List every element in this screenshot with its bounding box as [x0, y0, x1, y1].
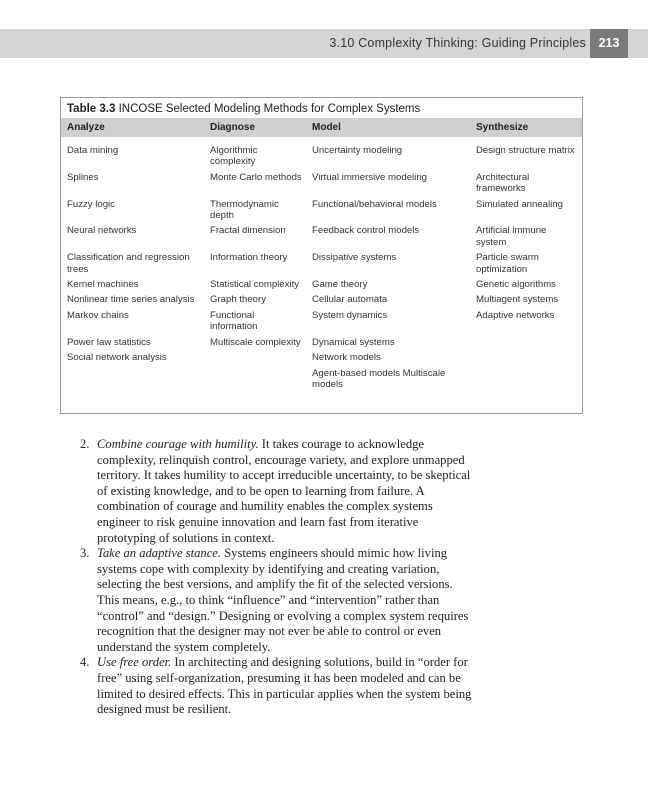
table-cell: [204, 364, 306, 391]
principle-number: 2.: [80, 437, 90, 451]
table-cell: Neural networks: [67, 225, 137, 237]
principle-title: Take an adaptive stance.: [97, 546, 222, 561]
table-cell: [470, 364, 582, 391]
table-cell: System dynamics: [312, 309, 388, 321]
table-cell: Multiagent systems: [476, 294, 559, 306]
page-number: 213: [590, 29, 628, 58]
principle-title: Use free order.: [97, 655, 172, 670]
table-cell: Algorithmic complexity: [210, 145, 258, 168]
table-cell: Simulated annealing: [476, 198, 563, 210]
table-cell: [470, 333, 582, 348]
table-cell: Design structure matrix: [476, 145, 575, 156]
table-row: [61, 364, 582, 391]
table-row: [61, 290, 582, 305]
table-cell: Virtual immersive modeling: [312, 171, 427, 183]
table-cell: [204, 348, 306, 363]
table-cell: Cellular automata: [312, 294, 388, 306]
table-cell: Social network analysis: [67, 352, 167, 364]
table-cell: Splines: [67, 171, 99, 183]
table-cell: Nonlinear time series analysis: [67, 294, 195, 306]
principle-text: In architecting and designing solutions, build in “order for free” using self-organization, presuming it has been modeled and can be limited to desired effects. This in particular applies when the system being designed must be resilient.: [97, 655, 472, 717]
table-cell: Functional information: [210, 309, 258, 333]
principle-text: It takes courage to acknowledge complexity, relinquish control, encourage variety, and explore unmapped territory. It takes humility to accept irreducible uncertainty, to be skeptical of existing knowledge, and to be open to learning from failure. A combination of courage and humility enables the complex systems engineer to risk genuine innovation and learn fast from iterative prototyping of solutions in context.: [97, 437, 471, 545]
table-row: [61, 348, 582, 363]
guiding-principles-list: [76, 437, 476, 718]
running-head: [0, 29, 648, 58]
table-cell: Multiscale complexity: [210, 336, 301, 348]
table-cell: Particle swarm optimization: [476, 252, 539, 275]
table-cell: Fuzzy logic: [67, 198, 115, 210]
table-cell: Fractal dimension: [210, 225, 286, 237]
header-model: Model: [306, 118, 470, 137]
table-cell: Kernel machines: [67, 279, 139, 291]
table-caption: [67, 103, 420, 115]
table-row: [61, 195, 582, 222]
table-row: [61, 168, 582, 195]
principle-title: Combine courage with humility.: [97, 437, 259, 451]
table-cell: Data mining: [67, 145, 119, 156]
table-cell: Network models: [312, 352, 381, 364]
table-row: [61, 137, 582, 168]
table-cell: Dissipative systems: [312, 252, 397, 264]
table-cell: Markov chains: [67, 309, 129, 321]
table-cell: [470, 348, 582, 363]
header-diagnose: Diagnose: [204, 118, 306, 137]
table-cell: Adaptive networks: [476, 309, 555, 321]
header-synthesize: Synthesize: [470, 118, 582, 137]
table-row: [61, 275, 582, 290]
table-cell: Information theory: [210, 252, 288, 264]
table-cell: Artificial immune system: [476, 225, 547, 248]
table-label: Table 3.3: [67, 103, 116, 115]
table-cell: Statistical complexity: [210, 279, 300, 291]
table-cell: Thermodynamic depth: [210, 198, 279, 222]
table-cell: [61, 364, 204, 391]
table-cell: Functional/behavioral models: [312, 198, 437, 210]
table-cell: Game theory: [312, 279, 368, 291]
table-row: [61, 248, 582, 275]
running-head-title: 3.10 Complexity Thinking: Guiding Principles: [329, 36, 586, 50]
table-cell: Feedback control models: [312, 225, 420, 237]
principle-number: 3.: [80, 546, 90, 561]
table-cell: Genetic algorithms: [476, 279, 556, 291]
table-header-row: [61, 118, 582, 137]
table-row: [61, 306, 582, 333]
table-cell: Graph theory: [210, 294, 266, 306]
table-cell: Uncertainty modeling: [312, 145, 403, 156]
table-cell: Dynamical systems: [312, 336, 395, 348]
table-cell: Classification and regression trees: [67, 252, 190, 275]
table-row: [61, 333, 582, 348]
principle-number: 4.: [80, 655, 90, 670]
table-row: [61, 221, 582, 248]
principle-item: [76, 437, 476, 546]
principle-item: [76, 546, 476, 655]
table-3-3: [60, 97, 583, 414]
table-cell: Monte Carlo methods: [210, 171, 302, 183]
table-cell: Agent-based models Multiscale models: [312, 367, 446, 390]
principle-text: Systems engineers should mimic how living systems cope with complexity by identifying and creating variation, selecting the best versions, and amplify the fit of the selected versions. This means, e.g., to think “influence” and “intervention” rather than “control” and “design.” Designing or evolving a complex system requires recognition that the designer may not ever be able to control or even understand the system completely.: [97, 546, 469, 654]
header-analyze: Analyze: [61, 118, 204, 137]
table-cell: Architectural frameworks: [476, 171, 530, 195]
table-cell: Power law statistics: [67, 336, 151, 348]
table-caption-text: INCOSE Selected Modeling Methods for Complex Systems: [118, 103, 421, 115]
modeling-methods-table: [61, 118, 582, 390]
principle-item: [76, 655, 476, 717]
